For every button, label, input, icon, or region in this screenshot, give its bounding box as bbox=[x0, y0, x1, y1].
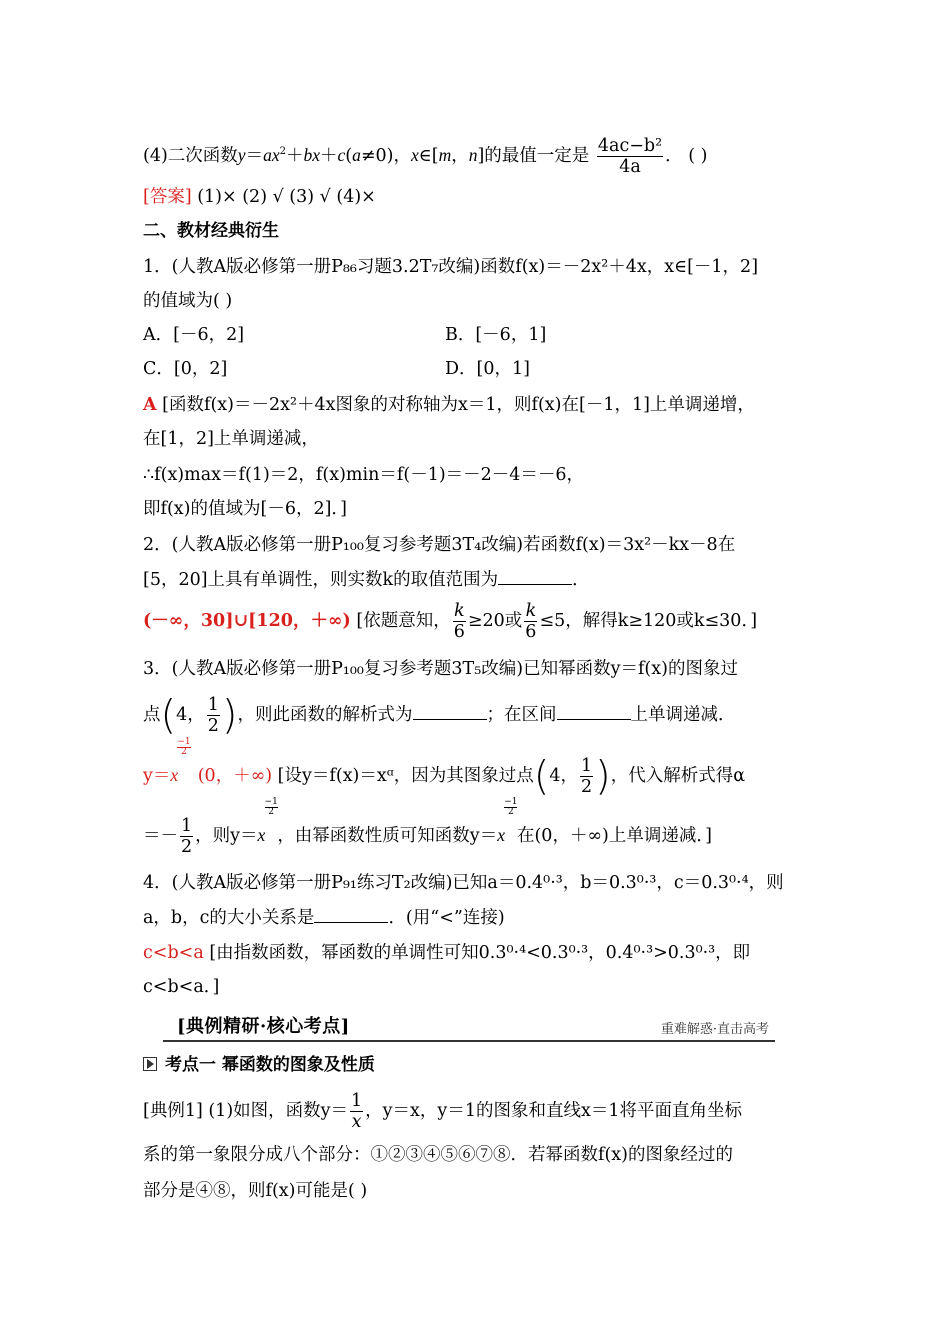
problem-2-line: 2．(人教A版必修第一册P₁₀₀复习参考题3T₄改编)若函数f(x)＝3x²－kx－8在 bbox=[143, 535, 736, 555]
solution-1-line: 即f(x)的值域为[－6，2]．] bbox=[143, 499, 348, 519]
example-line: 部分是④⑧，则f(x)可能是( ) bbox=[143, 1181, 368, 1201]
fraction: $\frac{1}{2}$ bbox=[207, 695, 219, 736]
answer-letter: A bbox=[143, 395, 157, 415]
fraction: $\frac{k}{6}$ bbox=[525, 601, 537, 642]
solution-2: (－∞，30]∪[120，＋∞) [依题意知， $\frac{k}{6}$ ≥20或 $\frac{k}{6}$ ≤5，解得k≥120或k≤30．] bbox=[143, 601, 758, 642]
example-line: [典例1] (1)如图，函数y＝ $\frac{1}{x}$ ，y＝x，y＝1的图象和直线x＝1将平面直角坐标 bbox=[143, 1091, 742, 1132]
solution-1-line: ∴f(x)max＝f(1)＝2，f(x)min＝f(－1)＝－2－4＝－6， bbox=[143, 465, 585, 485]
solution-3: y＝x −1 2 (0，＋∞) [设y＝f(x)＝xᵅ，因为其图象过点(4， $\frac{1}{2}$ )，代入解析式得α bbox=[143, 737, 746, 800]
solution-1-line: 在[1，2]上单调递减， bbox=[143, 429, 319, 449]
fraction: $\frac{1}{x}$ bbox=[351, 1091, 363, 1132]
answer-blank bbox=[557, 701, 631, 720]
answer-line: [答案] (1)× (2) √ (3) √ (4)× bbox=[143, 187, 376, 207]
fraction: $\frac{1}{2}$ bbox=[581, 756, 593, 797]
power-expression: x −1 2 bbox=[170, 737, 191, 785]
option-a: A．[－6，2] bbox=[143, 325, 245, 345]
solution-4: c<b<a [由指数函数，幂函数的单调性可知0.3⁰·⁴<0.3⁰·³，0.4⁰·³>0.3⁰·³，即 bbox=[143, 943, 751, 963]
question-4: (4)二次函数$y=ax^2+bx+c(a\ne 0)$，x∈[m，n]的最值一定是 $\frac{\text{4ac−b²}}{4a}$ ． ( ) bbox=[143, 136, 708, 177]
play-triangle-icon bbox=[143, 1057, 157, 1071]
answer-blank bbox=[498, 566, 572, 585]
power-expression: x −1 2 bbox=[497, 797, 518, 845]
solution-3-line: ＝－ $\frac{1}{2}$ ，则y＝x −1 2 ，由幂函数性质可知函数y＝x −1 2 在(0，＋∞)上单调递减．] bbox=[143, 797, 712, 857]
q4-text: (4)二次函数 bbox=[143, 146, 238, 166]
power-expression: x −1 2 bbox=[257, 797, 278, 845]
banner-title: [典例精研·核心考点] bbox=[177, 1016, 350, 1037]
problem-3-line: 点(4， $\frac{1}{2}$ )，则此函数的解析式为 ；在区间 上单调递减． bbox=[143, 692, 736, 739]
option-d: D．[0，1] bbox=[445, 359, 530, 379]
section-banner bbox=[163, 1012, 775, 1042]
answer-blank bbox=[413, 701, 487, 720]
answer-label: [答案] bbox=[143, 187, 192, 207]
answer-blank bbox=[314, 904, 388, 923]
solution-1: A [函数f(x)＝－2x²＋4x图象的对称轴为x＝1，则f(x)在[－1，1]上单调递增， bbox=[143, 395, 755, 415]
answer-text: (－∞，30]∪[120，＋∞) bbox=[143, 611, 351, 631]
answer-text: c<b<a bbox=[143, 943, 204, 963]
section-heading: 二、教材经典衍生 bbox=[143, 221, 279, 241]
problem-1-line: 的值域为( ) bbox=[143, 291, 233, 311]
solution-4-line: c<b<a．] bbox=[143, 977, 220, 997]
fraction: $\frac{\text{4ac−b²}}{4a}$ bbox=[597, 136, 663, 177]
option-c: C．[0，2] bbox=[143, 359, 228, 379]
problem-4-line: 4．(人教A版必修第一册P₉₁练习T₂改编)已知a＝0.4⁰·³，b＝0.3⁰·³，c＝0.3⁰·⁴，则 bbox=[143, 873, 784, 893]
problem-1-line: 1．(人教A版必修第一册P₈₆习题3.2T₇改编)函数f(x)＝－2x²＋4x，x∈[－1，2] bbox=[143, 257, 759, 277]
problem-2-line: [5，20]上具有单调性，则实数k的取值范围为 ． bbox=[143, 566, 590, 593]
fraction: $\frac{1}{2}$ bbox=[181, 816, 193, 857]
banner-subtitle: 重难解惑·直击高考 bbox=[660, 1022, 769, 1037]
fraction: $\frac{k}{6}$ bbox=[453, 601, 465, 642]
example-line: 系的第一象限分成八个部分：①②③④⑤⑥⑦⑧．若幂函数f(x)的图象经过的 bbox=[143, 1145, 733, 1165]
problem-3-line: 3．(人教A版必修第一册P₁₀₀复习参考题3T₅改编)已知幂函数y＝f(x)的图象过 bbox=[143, 659, 738, 679]
problem-4-line: a，b，c的大小关系是 ．(用“<”连接) bbox=[143, 904, 505, 931]
kaodian-heading: 考点一 幂函数的图象及性质 bbox=[143, 1052, 375, 1078]
option-b: B．[－6，1] bbox=[445, 325, 547, 345]
